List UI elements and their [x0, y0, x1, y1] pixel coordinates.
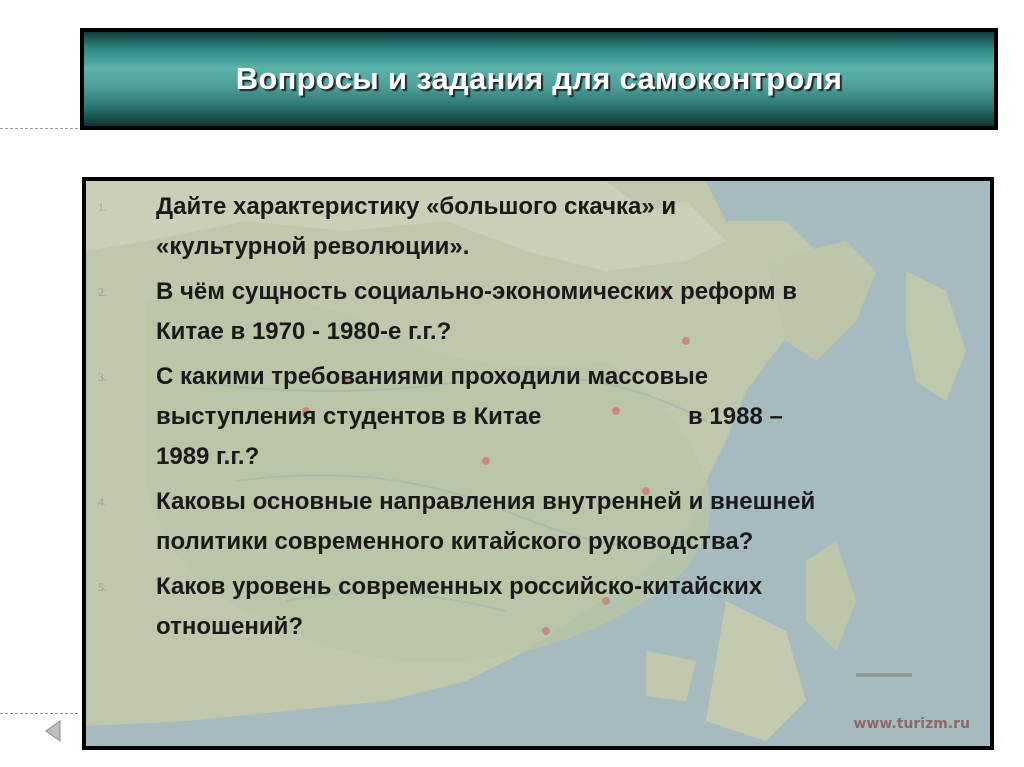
question-line: Каков уровень современных российско-китайских — [156, 573, 763, 600]
question-item — [86, 272, 990, 352]
previous-slide-icon[interactable] — [40, 718, 68, 744]
question-line: Китае в 1970 - 1980-е г.г.? — [156, 318, 452, 345]
question-line: выступления студентов в Китае в 1988 – — [156, 403, 783, 430]
page-title: Вопросы и задания для самоконтроля — [235, 61, 843, 96]
content-panel — [82, 177, 994, 750]
question-line: Дайте характеристику «большого скачка» и — [156, 193, 677, 220]
question-number: 2. — [98, 285, 107, 299]
question-number: 3. — [98, 370, 107, 384]
question-line: 1989 г.г.? — [156, 443, 260, 470]
question-number: 1. — [98, 200, 107, 214]
question-line: политики современного китайского руководства? — [156, 528, 754, 555]
question-list — [86, 187, 990, 652]
question-line: отношений? — [156, 613, 303, 640]
slide-divider — [0, 128, 78, 129]
question-number: 5. — [98, 580, 107, 594]
question-line: С какими требованиями проходили массовые — [156, 363, 709, 390]
question-number: 4. — [98, 495, 107, 509]
question-line: «культурной революции». — [156, 233, 470, 260]
slide-divider — [0, 713, 78, 714]
question-item — [86, 357, 990, 477]
question-item — [86, 187, 990, 267]
question-item — [86, 567, 990, 647]
question-line: Каковы основные направления внутренней и внешней — [156, 488, 816, 515]
map-watermark: www.turizm.ru — [853, 716, 970, 732]
title-banner — [80, 28, 998, 130]
question-line: В чём сущность социально-экономических реформ в — [156, 278, 797, 305]
question-item — [86, 482, 990, 562]
